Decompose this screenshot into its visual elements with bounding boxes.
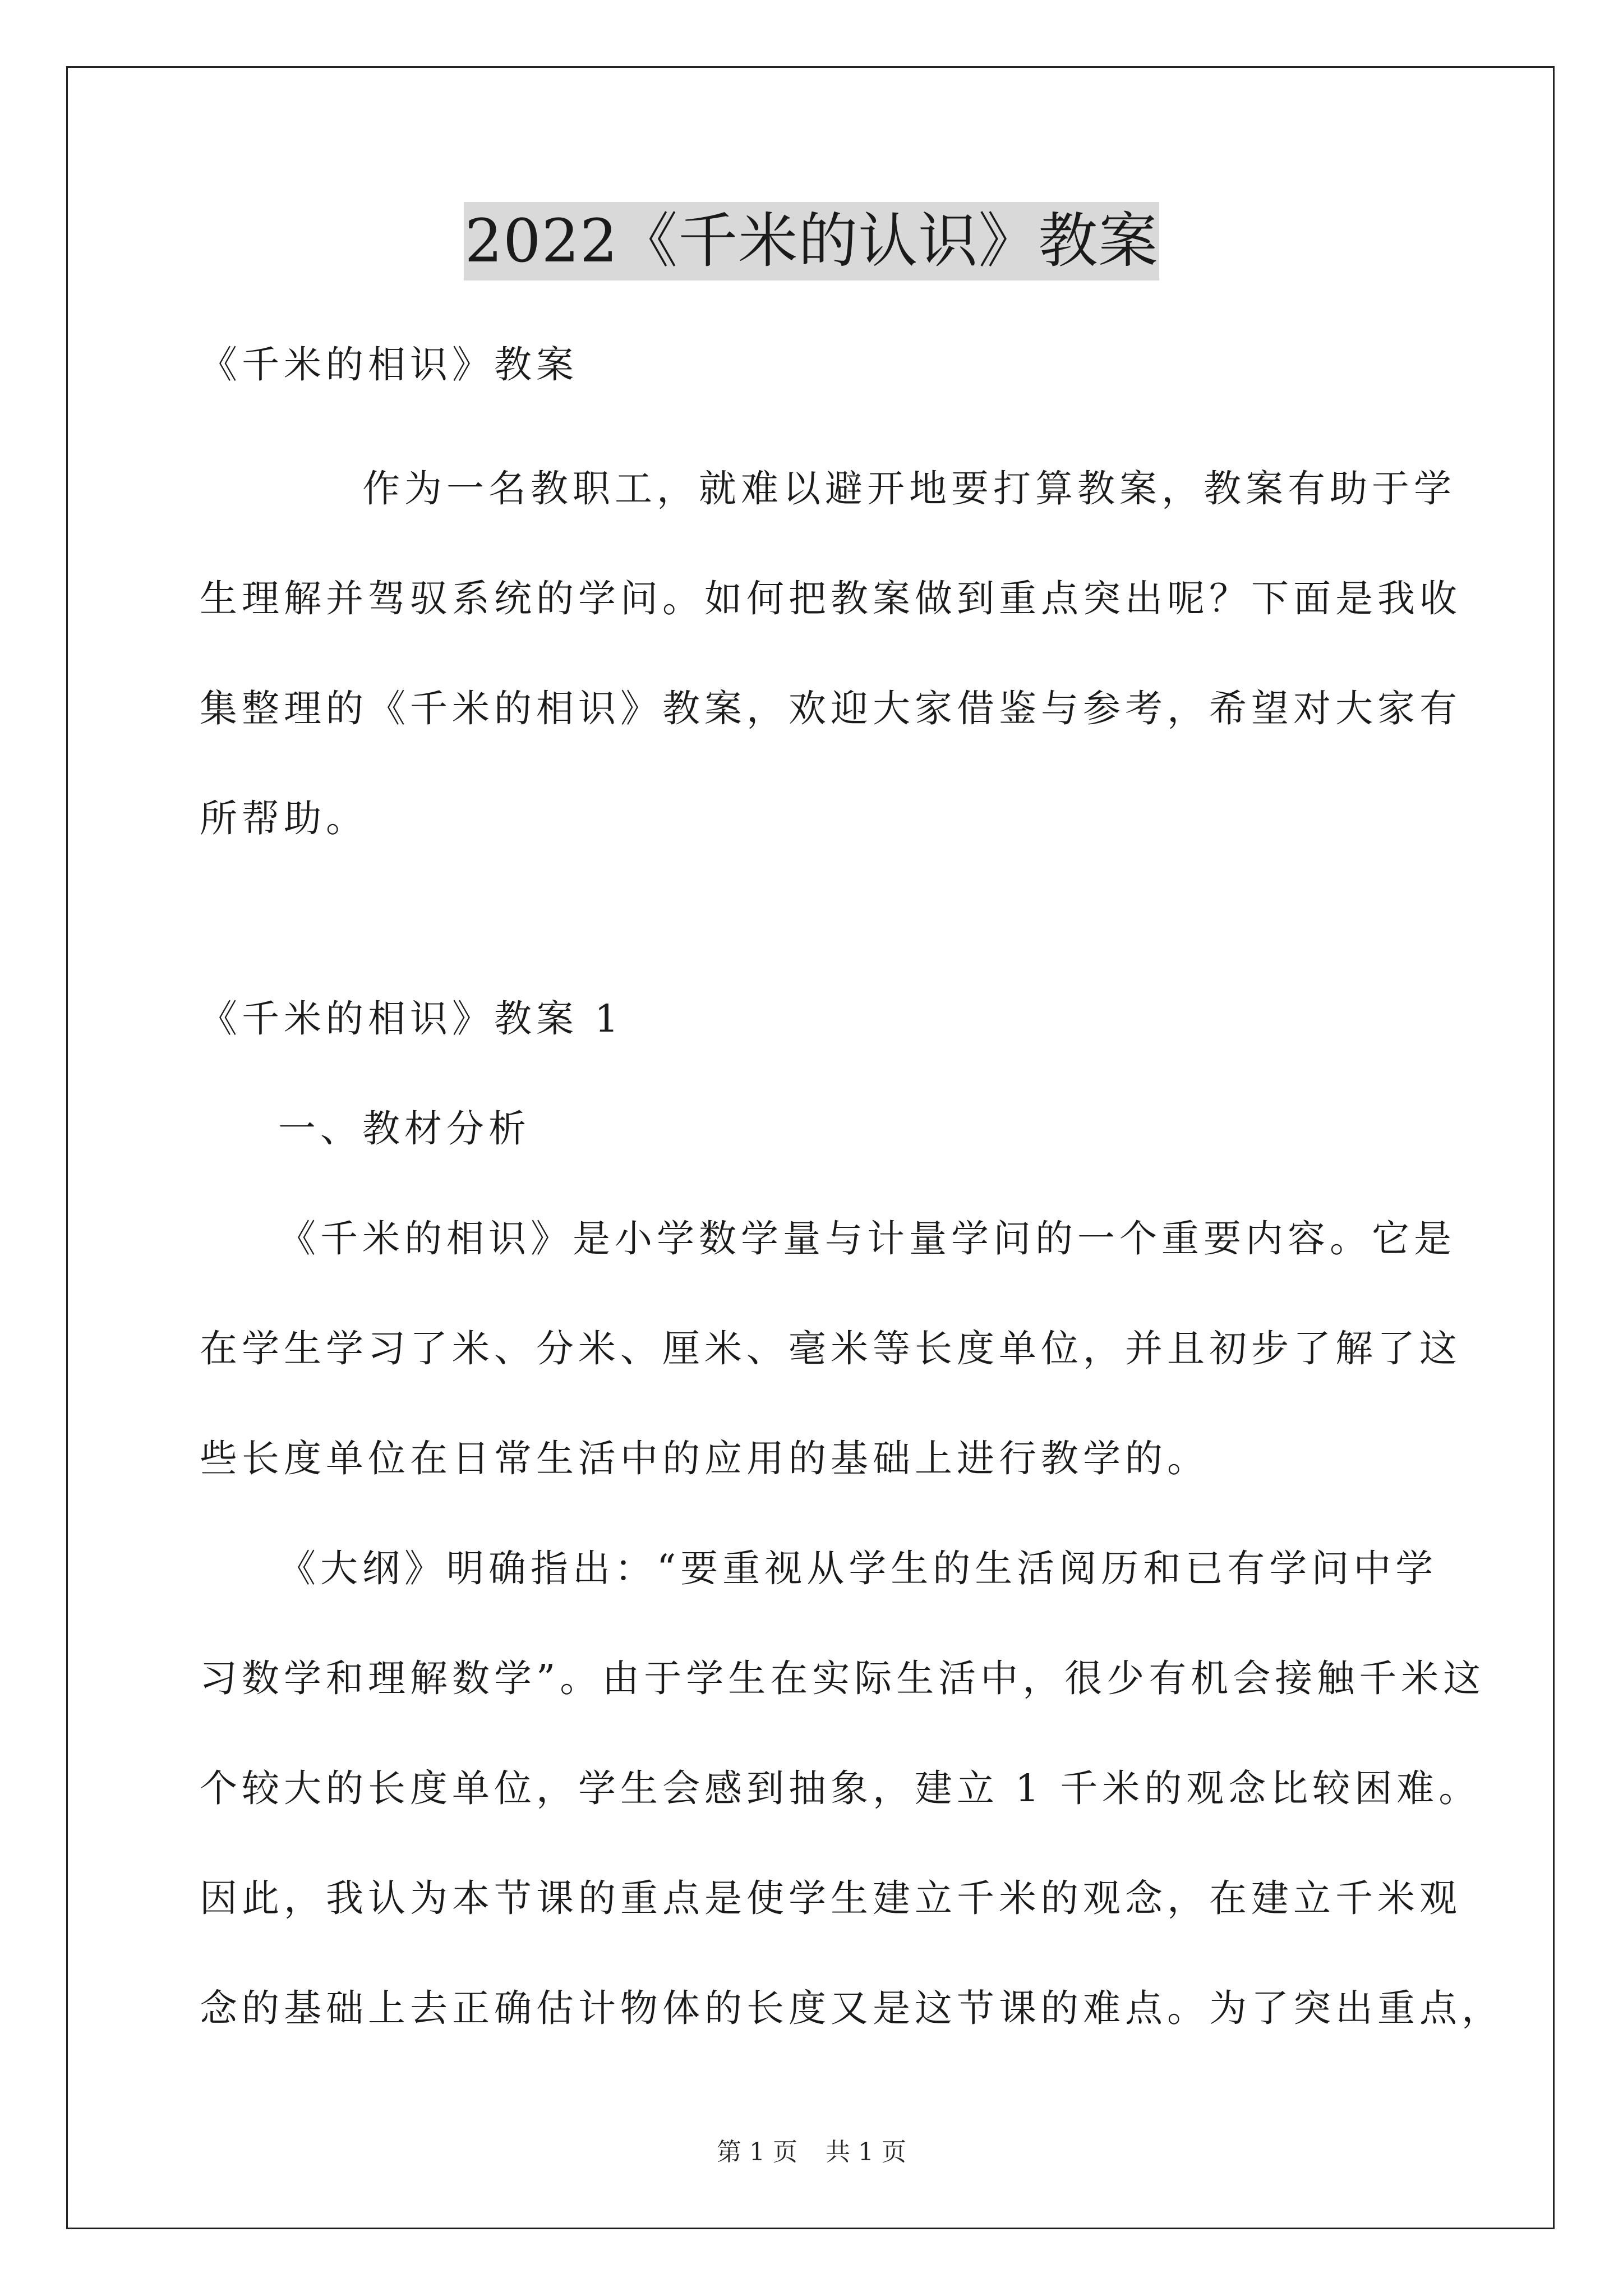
- section-title: 《千米的相识》教案 1: [200, 997, 623, 1041]
- section-header: [200, 964, 1428, 1074]
- intro-paragraph: [200, 434, 1461, 873]
- paragraph-1: [200, 1184, 1461, 1513]
- intro-line: 生理解并驾驭系统的学问。如何把教案做到重点突出呢？下面是我收: [200, 577, 1461, 620]
- paragraph-line: 因此，我认为本节课的重点是使学生建立千米的观念，在建立千米观: [200, 1876, 1461, 1920]
- page-total: 共 1 页: [826, 2138, 906, 2166]
- intro-line: 所帮助。: [200, 797, 368, 840]
- paragraph-line: 念的基础上去正确估计物体的长度又是这节课的难点。为了突出重点，: [200, 1986, 1504, 2030]
- heading-block: [200, 1074, 1428, 1184]
- page-footer: [0, 2132, 1623, 2168]
- title-area: [0, 202, 1623, 280]
- paragraph-2: [200, 1513, 1504, 2063]
- paragraph-line: 《千米的相识》是小学数学量与计量学问的一个重要内容。它是: [278, 1217, 1456, 1260]
- document-subtitle: [200, 310, 1428, 420]
- intro-line: 集整理的《千米的相识》教案，欢迎大家借鉴与参考，希望对大家有: [200, 687, 1461, 730]
- paragraph-line: 在学生学习了米、分米、厘米、毫米等长度单位，并且初步了解了这: [200, 1327, 1461, 1370]
- page-number: 第 1 页: [717, 2138, 797, 2166]
- heading-teaching-material: 一、教材分析: [278, 1107, 531, 1151]
- document-title: 2022《千米的认识》教案: [464, 202, 1160, 280]
- paragraph-line: 《大纲》明确指出：“要重视从学生的生活阅历和已有学问中学: [278, 1547, 1438, 1590]
- paragraph-line: 习数学和理解数学”。由于学生在实际生活中，很少有机会接触千米这: [200, 1657, 1486, 1700]
- paragraph-line: 个较大的长度单位，学生会感到抽象，建立 1 千米的观念比较困难。: [200, 1766, 1481, 1810]
- subtitle-text: 《千米的相识》教案: [200, 343, 578, 386]
- paragraph-line: 些长度单位在日常生活中的应用的基础上进行教学的。: [200, 1437, 1209, 1480]
- intro-line: 作为一名教职工，就难以避开地要打算教案，教案有助于学: [362, 467, 1456, 510]
